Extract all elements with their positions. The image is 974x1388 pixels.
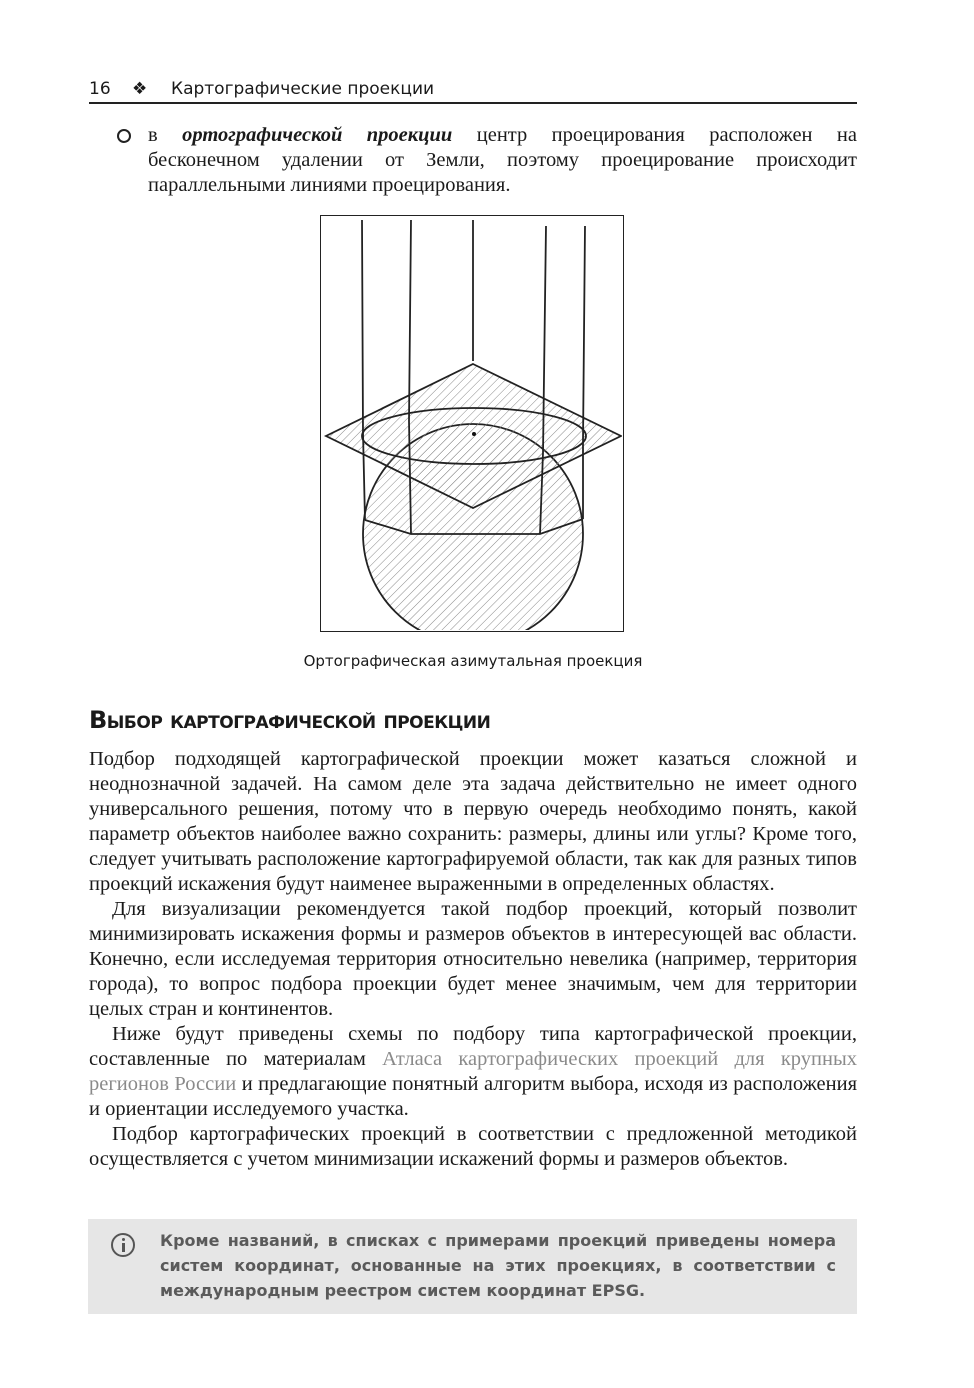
figure-caption: Ортографическая азимутальная проекция <box>303 652 643 670</box>
bullet-circle-icon <box>117 129 131 143</box>
projection-plane <box>326 364 621 508</box>
paragraph-3 <box>89 1022 857 1122</box>
info-note <box>88 1219 857 1314</box>
ornament-icon: ❖ <box>132 79 148 99</box>
bullet-text <box>148 123 857 198</box>
running-header <box>89 78 857 104</box>
section-heading: Выбор картографической проекции <box>89 706 491 734</box>
paragraph-3-end: и предлагающие понятный алгоритм выбора, исходя из расположения и ориентации исследуемого участка. <box>89 1073 858 1120</box>
orthographic-projection-diagram <box>321 216 622 630</box>
running-title: Картографические проекции <box>171 79 435 99</box>
projection-figure <box>320 215 624 632</box>
info-icon <box>111 1233 135 1257</box>
bullet-body: центр проецирования расположен на бесконечном удалении от Земли, поэтому проецирование происходит параллельными линиями проецирования. <box>148 124 858 196</box>
bullet-prefix: в <box>148 124 158 146</box>
bullet-term: ортографической проекции <box>182 124 453 146</box>
body-text <box>89 747 857 1172</box>
note-text: Кроме названий, в списках с примерами проекций приведены номера систем координат, основанные на этих проекциях, в соответствии с международным реестром систем координат EPSG. <box>160 1231 836 1300</box>
page-number: 16 <box>89 79 111 99</box>
paragraph-1: Подбор подходящей картографической проекции может казаться сложной и неоднозначной задачей. На самом деле эта задача действительно не имеет одного универсального решения, потому что в первую очередь необходимо понять, какой параметр объектов наиболее важно сохранить: размеры, длины или углы? Кроме того, следует учитывать расположение картографируемой области, так как для разных типов проекций искажения будут наименее выраженными в определенных областях. <box>89 748 857 895</box>
atlas-link[interactable]: Атласа картографических проекций для крупных регионов России <box>89 1048 857 1095</box>
paragraph-4: Подбор картографических проекций в соответствии с предложенной методикой осуществляется с учетом минимизации искажений формы и размеров объектов. <box>89 1123 857 1170</box>
paragraph-2: Для визуализации рекомендуется такой подбор проекций, который позволит минимизировать искажения формы и размеров объектов в интересующей вас области. Конечно, если исследуемая территория относительно невелика (например, территория города), то вопрос подбора проекции будет менее значимым, чем для территории целых стран и континентов. <box>89 898 857 1020</box>
paragraph-3-start: Ниже будут приведены схемы по подбору типа картографической проекции, составленные по материалам <box>89 1023 857 1070</box>
center-point <box>472 432 476 436</box>
